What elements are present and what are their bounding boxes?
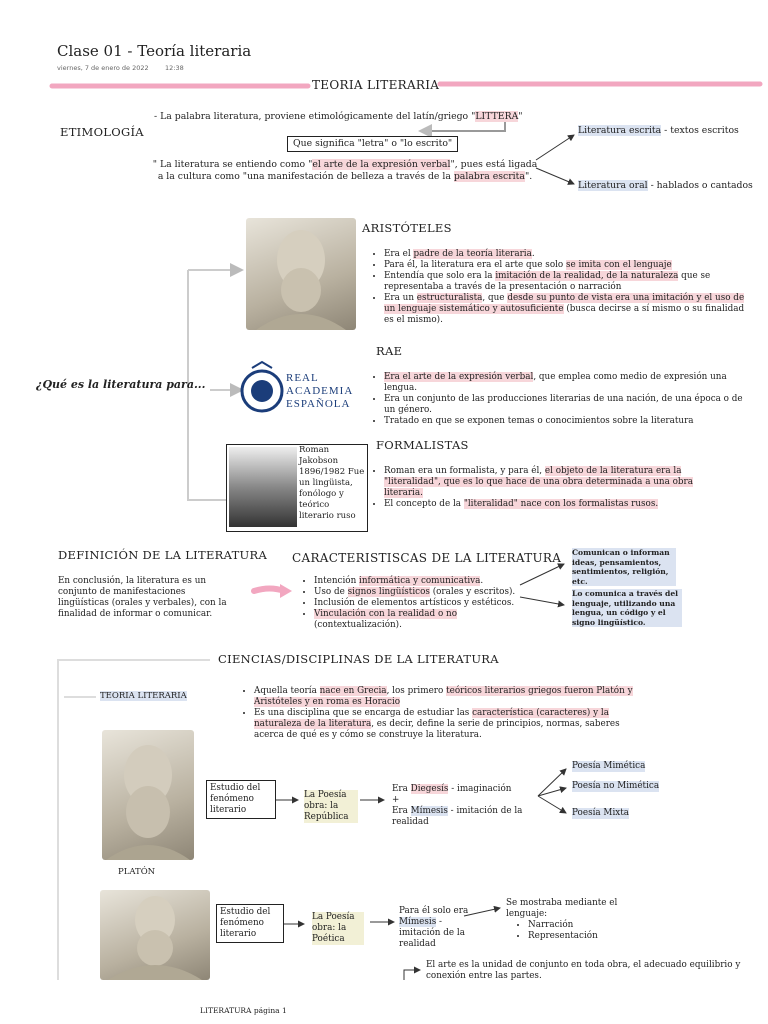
platon-estudio-box: Estudio del fenómeno literario — [206, 780, 276, 819]
aristo-lenguaje — [506, 898, 636, 942]
list-item: • Representación — [528, 931, 636, 942]
aristo-obra: La Poesía obra: la Poética — [312, 912, 364, 945]
formalistas-heading: FORMALISTAS — [376, 438, 469, 452]
rae-heading: RAE — [376, 344, 403, 358]
list-item: • Era el arte de la expresión verbal, que emplea como medio de expresión una lengua. — [384, 372, 749, 394]
poesia-mixta: Poesía Mixta — [572, 808, 629, 818]
etimologia-paragraph: " La literatura se entiendo como "el arte de la expresión verbal", pues está ligada a la cultura como "una manifestación de belleza a través de la palabra escrita". — [152, 159, 538, 182]
rae-logo-line: ESPAÑOLA — [286, 398, 351, 410]
plus-sign: + — [392, 795, 400, 805]
meaning-box: Que significa "letra" o "lo escrito" — [287, 136, 458, 152]
que-es-label: ¿Qué es la literatura para... — [36, 378, 206, 391]
list-item: • Narración — [528, 920, 636, 931]
rae-bullets — [372, 372, 749, 427]
list-item: • Tratado en que se exponen temas o conocimientos sobre la literatura — [384, 416, 749, 427]
caracteristicas-bullets — [302, 576, 534, 631]
jakobson-photo — [229, 447, 297, 527]
rae-logo-line: ACADEMIA — [286, 385, 354, 397]
formalistas-bullets — [372, 466, 724, 510]
definicion-heading: DEFINICIÓN DE LA LITERATURA — [58, 548, 268, 562]
page-time: 12:38 — [165, 64, 184, 72]
rae-logo-line: REAL — [286, 372, 319, 384]
caracteristicas-note-1: Comunican o informan ideas, pensamientos, sentimientos, religión, etc. — [572, 548, 676, 586]
ciencias-bullets — [242, 686, 634, 741]
page-footer: LITERATURA página 1 — [200, 1006, 287, 1015]
jakobson-card — [226, 444, 368, 532]
platon-obra: La Poesía obra: la República — [304, 790, 358, 823]
aristo-estudio-box: Estudio del fenómeno literario — [216, 904, 284, 943]
list-item: • Para él, la literatura era el arte que solo se imita con el lenguaje — [384, 260, 754, 271]
list-item: • Era el padre de la teoría literaria. — [384, 249, 754, 260]
ciencias-heading: CIENCIAS/DISCIPLINAS DE LA LITERATURA — [218, 652, 499, 666]
list-item: • Es una disciplina que se encarga de estudiar las característica (caracteres) y la naturaleza de la literatura, es decir, define la serie de principios, normas, saberes acerca de qué es y cómo se construye la literatura. — [254, 708, 634, 741]
list-item: • Intención informática y comunicativa. — [314, 576, 534, 587]
definicion-text: En conclusión, la literatura es un conjunto de manifestaciones lingüísticas (orales y verbales), con la finalidad de informar o comunicar. — [58, 576, 227, 619]
literatura-escrita: Literatura escrita - textos escritos — [578, 125, 739, 136]
teoria-literaria-label: TEORIA LITERARIA — [100, 691, 187, 701]
aristoteles-bullets — [372, 249, 754, 326]
aristo-lenguaje-label: Se mostraba mediante el lenguaje: — [506, 898, 618, 919]
page-date: viernes, 7 de enero de 2022 — [57, 64, 149, 72]
list-item: • Roman era un formalista, y para él, el objeto de la literatura era la "literalidad", que es lo que hace de una obra determinada a una obra literaria. — [384, 466, 724, 499]
list-item: • Uso de signos lingüísticos (orales y escritos). — [314, 587, 534, 598]
caracteristicas-note-2: Lo comunica a través del lenguaje, utilizando una lengua, un código y el signo lingüístico. — [572, 589, 682, 627]
jakobson-caption: Roman Jakobson 1896/1982 Fue un lingüista, fonólogo y teórico literario ruso — [299, 445, 365, 521]
platon-eras — [392, 784, 534, 828]
platon-era-mimesis: Era Mímesis - imitación de la realidad — [392, 806, 523, 827]
list-item: • El concepto de la "literalidad" nace con los formalistas rusos. — [384, 499, 724, 510]
aristoteles-heading: ARISTÓTELES — [362, 221, 452, 235]
list-item: • Era un estructuralista, que desde su punto de vista era una imitación y el uso de un lenguaje sistemático y autosuficiente (busca decirse a sí mismo o su finalidad es el mismo). — [384, 293, 754, 326]
platon-portrait — [102, 730, 194, 860]
poesia-mimetica: Poesía Mimética — [572, 761, 646, 771]
list-item: • Aquella teoría nace en Grecia, los primero teóricos literarios griegos fueron Platón y Aristóteles y en roma es Horacio — [254, 686, 634, 708]
arte-unidad-text: El arte es la unidad de conjunto en toda obra, el adecuado equilibrio y conexión entre las partes. — [426, 960, 741, 981]
literatura-oral: Literatura oral - hablados o cantados — [578, 180, 753, 191]
list-item: • Vinculación con la realidad o no (contextualización). — [314, 609, 534, 631]
etimologia-heading: ETIMOLOGÍA — [60, 125, 144, 139]
aristo-mimesis: Para él solo era Mímesis - imitación de la realidad — [399, 906, 469, 949]
list-item: • Era un conjunto de las producciones literarias de una nación, de una época o de un género. — [384, 394, 749, 416]
list-item: • Entendía que solo era la imitación de la realidad, de la naturaleza que se representaba a través de la presentación o narración — [384, 271, 754, 293]
etimologia-line1: - La palabra literatura, proviene etimológicamente del latín/griego "LITTERA" — [154, 111, 523, 122]
aristoteles-bust — [100, 890, 210, 980]
platon-era-diegesis: Era Diegesís - imaginación — [392, 784, 512, 794]
caracteristicas-heading: CARACTERISTISCAS DE LA LITERATURA — [292, 551, 562, 565]
aristoteles-portrait — [246, 218, 356, 330]
rae-logo — [240, 360, 352, 422]
page-title: Clase 01 - Teoría literaria — [57, 42, 252, 60]
poesia-no-mimetica: Poesía no Mimética — [572, 781, 660, 791]
platon-name: PLATÓN — [118, 867, 156, 877]
section-title: TEORIA LITERARIA — [312, 78, 440, 92]
list-item: • Inclusión de elementos artísticos y estéticos. — [314, 598, 534, 609]
